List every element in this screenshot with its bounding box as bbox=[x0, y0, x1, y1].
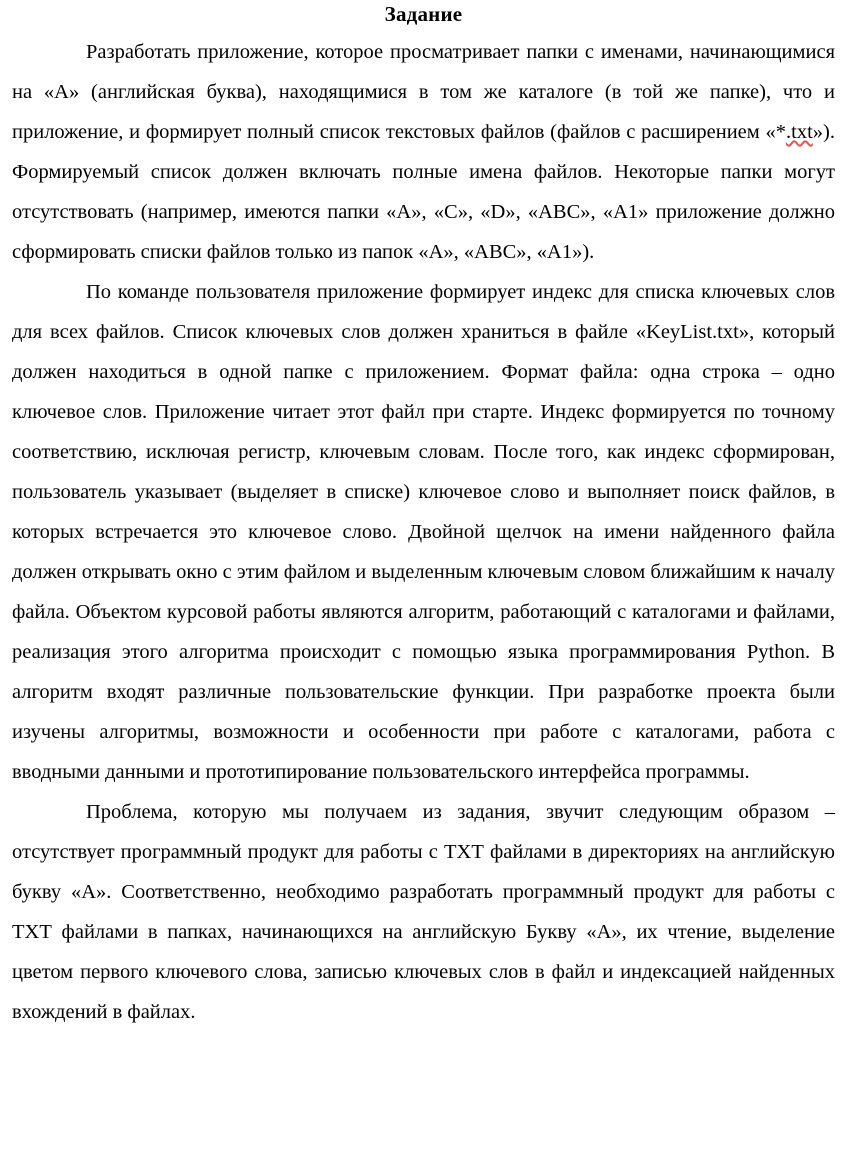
paragraph-2: По команде пользователя приложение формирует индекс для списка ключевых слов для всех файлов. Список ключевых слов должен храниться в файле «KeyList.txt», который должен находиться в одной папке с приложением. Формат файла: одна строка – одно ключевое слов. Приложение читает этот файл при старте. Индекс формируется по точному соответствию, исключая регистр, ключевым словам. После того, как индекс сформирован, пользователь указывает (выделяет в списке) ключевое слово и выполняет поиск файлов, в которых встречается это ключевое слово. Двойной щелчок на имени найденного файла должен открывать окно с этим файлом и выделенным ключевым словом ближайшим к началу файла. Объектом курсовой работы являются алгоритм, работающий с каталогами и файлами, реализация этого алгоритма происходит с помощью языка программирования Python. В алгоритм входят различные пользовательские функции. При разработке проекта были изучены алгоритмы, возможности и особенности при работе с каталогами, работа с вводными данными и прототипирование пользовательского интерфейса программы. bbox=[12, 281, 835, 784]
paragraph-3: Проблема, которую мы получаем из задания, звучит следующим образом – отсутствует программный продукт для работы с ТХТ файлами в директориях на английскую букву «А». Соответственно, необходимо разработать программный продукт для работы с ТХТ файлами в папках, начинающихся на английскую Букву «А», их чтение, выделение цветом первого ключевого слова, записью ключевых слов в файл и индексацией найденных вхождений в файлах. bbox=[12, 801, 835, 1024]
paragraph-1: Разработать приложение, которое просматривает папки с именами, начинающимися на «А» (английская буква), находящимися в том же каталоге (в той же папке), что и приложение, и формирует полный список текстовых файлов (файлов с расширением «*.txt»). Формируемый список должен включать полные имена файлов. Некоторые папки могут отсутствовать (например, имеются папки «A», «C», «D», «ABC», «A1» приложение должно сформировать списки файлов только из папок «A», «ABC», «A1»). bbox=[12, 41, 835, 264]
page-title: Задание bbox=[384, 2, 463, 26]
document-page bbox=[0, 2, 849, 1161]
spellcheck-underline: .txt bbox=[786, 121, 813, 144]
